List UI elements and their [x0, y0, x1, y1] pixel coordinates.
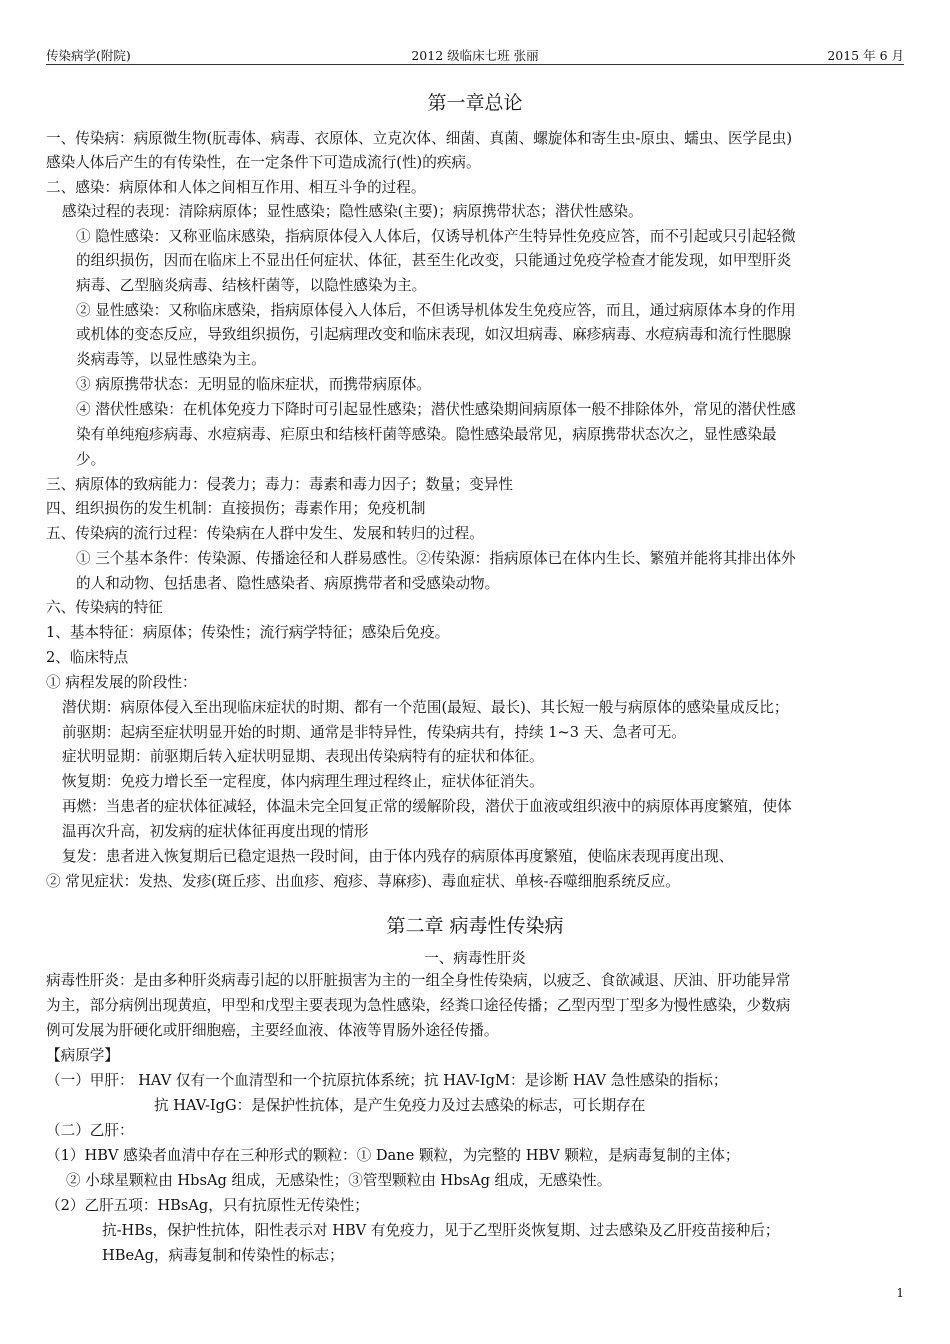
text-line: 一、传染病：病原微生物(朊毒体、病毒、衣原体、立克次体、细菌、真菌、螺旋体和寄生虫-原虫、蠕虫、医学昆虫) — [46, 130, 793, 147]
text-line: ① 隐性感染：又称亚临床感染，指病原体侵入人体后，仅诱导机体产生特异性免疫应答，而不引起或只引起轻微 — [76, 228, 796, 245]
text-line: （二）乙肝： — [46, 1122, 134, 1139]
text-line: HBeAg，病毒复制和传染性的标志； — [102, 1247, 344, 1264]
text-line: 四、组织损伤的发生机制：直接损伤；毒素作用；免疫机制 — [46, 500, 426, 517]
text-line: 病毒、乙型脑炎病毒、结核杆菌等，以隐性感染为主。 — [76, 277, 427, 294]
text-line: 炎病毒等，以显性感染为主。 — [76, 351, 266, 368]
text-line: 症状明显期：前驱期后转入症状明显期、表现出传染病特有的症状和体征。 — [62, 748, 544, 765]
text-line: 染有单纯疱疹病毒、水痘病毒、疟原虫和结核杆菌等感染。隐性感染最常见，病原携带状态次之，显性感染最 — [76, 426, 777, 443]
text-line: 复发：患者进入恢复期后已稳定退热一段时间，由于体内残存的病原体再度繁殖，使临床表现再度出现、 — [62, 848, 734, 865]
text-line: 的组织损伤，因而在临床上不显出任何症状、体征，甚至生化改变，只能通过免疫学检查才能发现，如甲型肝炎 — [76, 252, 792, 269]
text-line: 潜伏期：病原体侵入至出现临床症状的时期、都有一个范围(最短、最长)、其长短一般与病原体的感染量成反比； — [62, 699, 789, 716]
text-line: ④ 潜伏性感染：在机体免疫力下降时可引起显性感染；潜伏性感染期间病原体一般不排除体外，常见的潜伏性感 — [76, 401, 796, 418]
text-line: （一）甲肝： HAV 仅有一个血清型和一个抗原抗体系统；抗 HAV-IgM：是诊断 HAV 急性感染的指标； — [46, 1072, 728, 1089]
text-line: ② 小球星颗粒由 HbsAg 组成，无感染性；③管型颗粒由 HbsAg 组成，无感染性。 — [66, 1172, 612, 1189]
header-right: 2015 年 6 月 — [827, 48, 904, 63]
text-line: 再燃：当患者的症状体征减轻，体温未完全回复正常的缓解阶段，潜伏于血液或组织液中的病原体再度繁殖，使体 — [62, 798, 792, 815]
text-line: 感染人体后产生的有传染性，在一定条件下可造成流行(性)的疾病。 — [46, 154, 481, 171]
text-line: 三、病原体的致病能力：侵袭力；毒力：毒素和毒力因子；数量；变异性 — [46, 476, 514, 493]
text-line: 前驱期：起病至症状明显开始的时期、通常是非特异性，传染病共有，持续 1~3 天、急者可无。 — [62, 724, 686, 741]
section-title: 一、病毒性肝炎 — [424, 951, 526, 967]
page-number: 1 — [896, 1286, 904, 1300]
text-line: 感染过程的表现：清除病原体；显性感染；隐性感染(主要)；病原携带状态；潜伏性感染。 — [62, 203, 643, 220]
text-line: 温再次升高，初发病的症状体征再度出现的情形 — [62, 823, 369, 840]
text-line: 或机体的变态反应，导致组织损伤，引起病理改变和临床表现，如汉坦病毒、麻疹病毒、水痘病毒和流行性腮腺 — [76, 326, 792, 343]
text-line: ② 常见症状：发热、发疹(斑丘疹、出血疹、疱疹、荨麻疹)、毒血症状、单核-吞噬细胞系统反应。 — [46, 873, 680, 890]
text-line: （1）HBV 感染者血清中存在三种形式的颗粒：① Dane 颗粒，为完整的 HBV 颗粒，是病毒复制的主体； — [46, 1147, 740, 1164]
text-line: 抗-HBs，保护性抗体，阳性表示对 HBV 有免疫力，见于乙型肝炎恢复期、过去感染及乙肝疫苗接种后； — [102, 1222, 780, 1239]
text-line: 恢复期：免疫力增长至一定程度，体内病理生理过程终止，症状体征消失。 — [62, 773, 544, 790]
header-center: 2012 级临床七班 张丽 — [411, 48, 539, 63]
text-line: 为主，部分病例出现黄疸，甲型和戊型主要表现为急性感染，经粪口途径传播；乙型丙型丁型多为慢性感染，少数病 — [46, 997, 791, 1014]
text-line: 病毒性肝炎：是由多种肝炎病毒引起的以肝脏损害为主的一组全身性传染病，以疲乏、食欲减退、厌油、肝功能异常 — [46, 972, 791, 989]
text-line: 六、传染病的特征 — [46, 599, 163, 616]
text-line: 2、临床特点 — [46, 649, 129, 666]
chapter-2-title: 第二章 病毒性传染病 — [386, 915, 564, 937]
text-line: 的人和动物、包括患者、隐性感染者、病原携带者和受感染动物。 — [76, 575, 500, 592]
text-line: 少。 — [76, 451, 106, 468]
text-line: 五、传染病的流行过程：传染病在人群中发生、发展和转归的过程。 — [46, 525, 484, 542]
text-line: ② 显性感染：又称临床感染，指病原体侵入人体后，不但诱导机体发生免疫应答，而且，通过病原体本身的作用 — [76, 302, 796, 319]
text-line: ① 三个基本条件：传染源、传播途径和人群易感性。②传染源：指病原体已在体内生长、繁殖并能将其排出体外 — [76, 550, 796, 567]
text-line: 抗 HAV-IgG：是保护性抗体，是产生免疫力及过去感染的标志，可长期存在 — [154, 1097, 646, 1114]
text-line: 二、感染：病原体和人体之间相互作用、相互斗争的过程。 — [46, 179, 426, 196]
text-line: 1、基本特征：病原体；传染性；流行病学特征；感染后免疫。 — [46, 624, 450, 641]
text-line: ③ 病原携带状态：无明显的临床症状，而携带病原体。 — [76, 376, 431, 393]
page-header — [46, 44, 904, 65]
text-line: （2）乙肝五项：HBsAg，只有抗原性无传染性； — [46, 1197, 369, 1214]
header-left: 传染病学(附院) — [46, 48, 131, 63]
text-line: ① 病程发展的阶段性： — [46, 674, 197, 691]
text-line: 【病原学】 — [46, 1047, 119, 1064]
chapter-1-title: 第一章总论 — [427, 92, 523, 114]
text-line: 例可发展为肝硬化或肝细胞癌，主要经血液、体液等胃肠外途径传播。 — [46, 1022, 499, 1039]
